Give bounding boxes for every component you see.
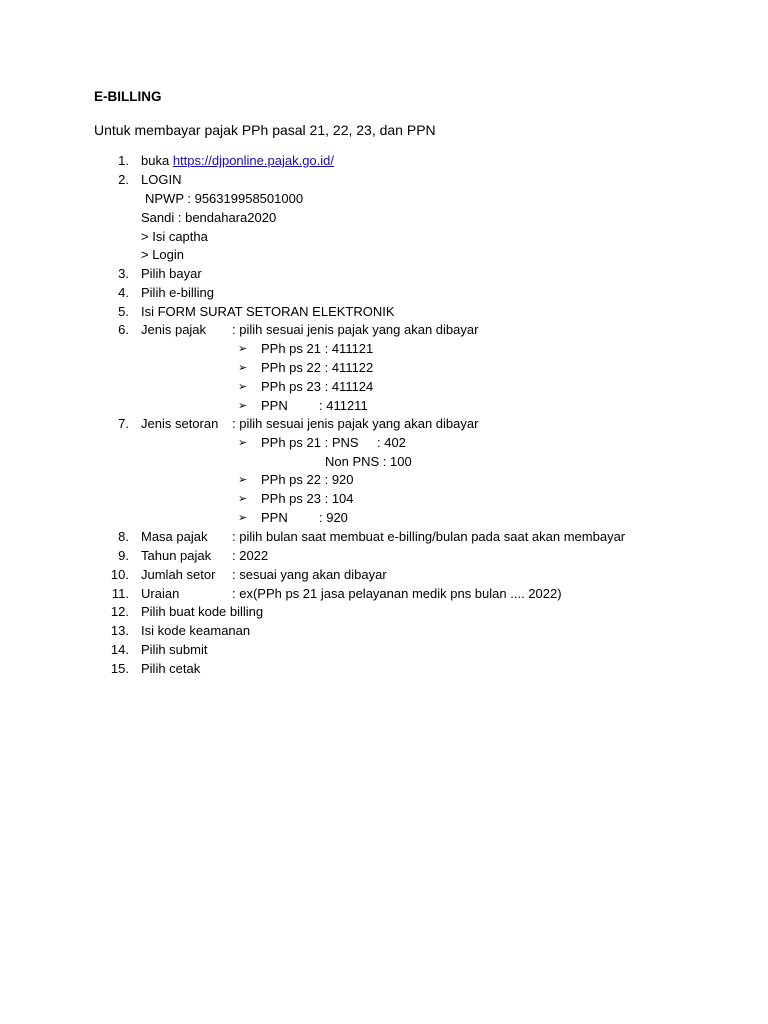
jenis-pajak-label: Jenis pajak xyxy=(141,322,207,337)
list-item-login: LOGIN xyxy=(141,172,182,187)
masa-pajak-label: Masa pajak xyxy=(141,529,208,544)
list-item-submit: Pilih submit xyxy=(141,642,208,657)
djponline-link[interactable]: https://djponline.pajak.go.id/ xyxy=(172,153,334,168)
list-number: 10. xyxy=(110,567,129,582)
buka-text: buka xyxy=(141,153,170,168)
jenis-setoran-value: : pilih sesuai jenis pajak yang akan dibayar xyxy=(232,416,479,431)
login-step: > Login xyxy=(141,247,185,262)
list-number: 4. xyxy=(118,285,129,300)
npwp-line: NPWP : 956319958501000 xyxy=(145,191,304,206)
jenis-setoran-ppn-value: : 920 xyxy=(319,510,348,525)
arrow-bullet-icon: ➢ xyxy=(238,493,248,505)
uraian-value: : ex(PPh ps 21 jasa pelayanan medik pns bulan .... 2022) xyxy=(232,586,562,601)
jenis-setoran-nonpns: Non PNS : 100 xyxy=(325,454,412,469)
jumlah-setor-value: : sesuai yang akan dibayar xyxy=(232,567,387,582)
jenis-pajak-ppn-value: : 411211 xyxy=(319,398,368,413)
jenis-setoran-option: PPh ps 21 : PNS xyxy=(261,435,359,450)
list-number: 15. xyxy=(110,661,129,676)
captha-step: > Isi captha xyxy=(141,229,208,244)
masa-pajak-value: : pilih bulan saat membuat e-billing/bulan pada saat akan membayar xyxy=(232,529,626,544)
list-number: 14. xyxy=(110,642,129,657)
uraian-label: Uraian xyxy=(141,586,180,601)
list-number: 12. xyxy=(110,604,129,619)
list-number: 6. xyxy=(118,322,129,337)
list-number: 5. xyxy=(118,304,129,319)
list-number: 1. xyxy=(118,153,129,168)
jenis-pajak-option: PPh ps 21 : 411121 xyxy=(261,341,374,356)
list-number: 7. xyxy=(118,416,129,431)
list-number: 3. xyxy=(118,266,129,281)
arrow-bullet-icon: ➢ xyxy=(238,343,248,355)
tahun-pajak-value: : 2022 xyxy=(232,548,269,563)
jenis-pajak-option: PPh ps 22 : 411122 xyxy=(261,360,374,375)
jenis-setoran-option-ppn: PPN xyxy=(261,510,288,525)
list-item-bayar: Pilih bayar xyxy=(141,266,202,281)
list-number: 8. xyxy=(118,529,129,544)
list-item-kode-billing: Pilih buat kode billing xyxy=(141,604,264,619)
jumlah-setor-label: Jumlah setor xyxy=(141,567,216,582)
tahun-pajak-label: Tahun pajak xyxy=(141,548,212,563)
jenis-pajak-option: PPh ps 23 : 411124 xyxy=(261,379,374,394)
list-item-ebilling: Pilih e-billing xyxy=(141,285,214,300)
jenis-setoran-option: PPh ps 23 : 104 xyxy=(261,491,354,506)
list-item-cetak: Pilih cetak xyxy=(141,661,201,676)
list-number: 11. xyxy=(111,586,129,601)
document-title: E-BILLING xyxy=(94,89,162,104)
list-number: 9. xyxy=(118,548,129,563)
jenis-pajak-value: : pilih sesuai jenis pajak yang akan dibayar xyxy=(232,322,479,337)
list-item-keamanan: Isi kode keamanan xyxy=(141,623,251,638)
arrow-bullet-icon: ➢ xyxy=(238,474,248,486)
jenis-pajak-option-ppn: PPN xyxy=(261,398,288,413)
list-number: 13. xyxy=(110,623,129,638)
arrow-bullet-icon: ➢ xyxy=(238,400,248,412)
sandi-line: Sandi : bendahara2020 xyxy=(141,210,277,225)
arrow-bullet-icon: ➢ xyxy=(238,381,248,393)
list-item-buka xyxy=(141,153,334,169)
jenis-setoran-pns-value: : 402 xyxy=(377,435,406,450)
list-number: 2. xyxy=(118,172,129,187)
jenis-setoran-label: Jenis setoran xyxy=(141,416,219,431)
arrow-bullet-icon: ➢ xyxy=(238,512,248,524)
arrow-bullet-icon: ➢ xyxy=(238,437,248,449)
jenis-setoran-option: PPh ps 22 : 920 xyxy=(261,472,354,487)
arrow-bullet-icon: ➢ xyxy=(238,362,248,374)
list-item-form: Isi FORM SURAT SETORAN ELEKTRONIK xyxy=(141,304,395,319)
intro-text: Untuk membayar pajak PPh pasal 21, 22, 23, dan PPN xyxy=(94,122,436,138)
